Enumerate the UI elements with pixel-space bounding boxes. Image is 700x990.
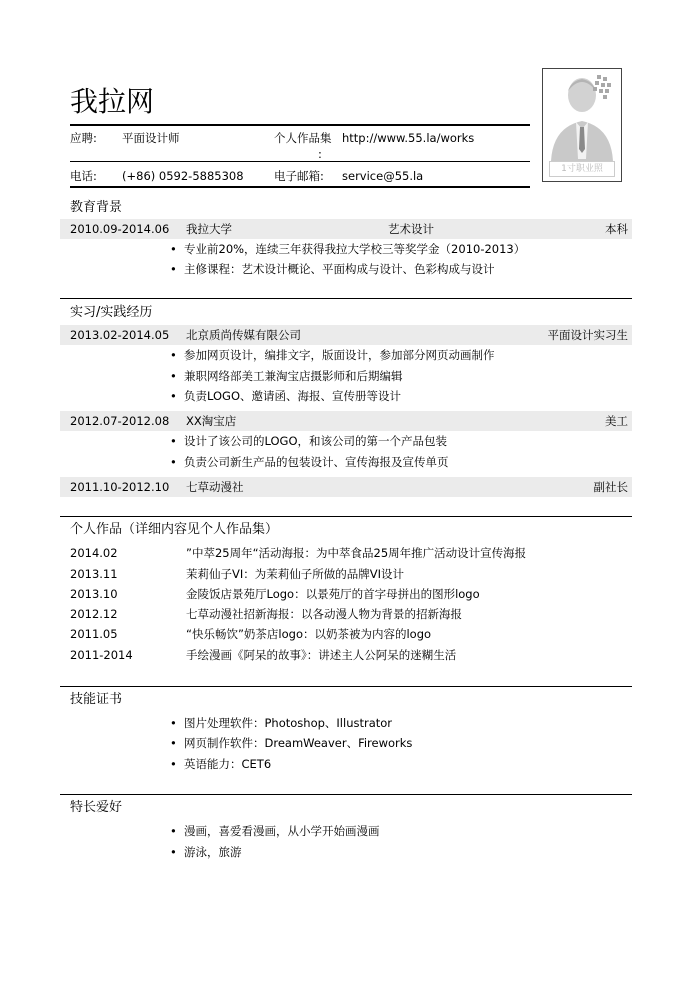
header-rule-mid [70, 161, 530, 162]
work-date: 2011-2014 [70, 648, 133, 662]
photo-caption: 1寸职业照 [549, 161, 615, 177]
works-title: 个人作品（详细内容见个人作品集） [70, 522, 279, 537]
hobbies-title: 特长爱好 [70, 800, 123, 815]
experience-date: 2011.10-2012.10 [70, 480, 170, 494]
header-rule-top [70, 124, 530, 126]
list-item: • 设计了该公司的LOGO，和该公司的第一个产品包装 [170, 431, 447, 451]
phone-value: (+86) 0592-5885308 [122, 169, 244, 183]
education-entry [60, 219, 632, 239]
section-divider [60, 794, 632, 795]
education-date: 2010.09-2014.06 [70, 222, 170, 236]
list-item: • 英语能力：CET6 [170, 754, 271, 774]
list-item: • 网页制作软件：DreamWeaver、Fireworks [170, 733, 412, 753]
section-divider [60, 686, 632, 687]
apply-label: 应聘: [70, 131, 97, 145]
experience-org: 七草动漫社 [186, 480, 244, 494]
section-divider [60, 298, 632, 299]
email-label: 电子邮箱: [274, 169, 324, 183]
portfolio-label: 个人作品集 [274, 131, 332, 145]
work-description: 茉莉仙子VI：为茉莉仙子所做的品牌VI设计 [186, 567, 405, 581]
email-link[interactable]: service@55.la [342, 169, 424, 183]
section-divider [60, 516, 632, 517]
list-item: • 主修课程：艺术设计概论、平面构成与设计、色彩构成与设计 [170, 259, 495, 279]
experience-date: 2012.07-2012.08 [70, 414, 170, 428]
list-item: • 游泳，旅游 [170, 842, 242, 862]
experience-role: 美工 [605, 414, 628, 428]
profile-photo [542, 68, 622, 182]
list-item: • 负责LOGO、邀请函、海报、宣传册等设计 [170, 386, 401, 406]
education-school: 我拉大学 [186, 222, 232, 236]
list-item: • 兼职网络部美工兼淘宝店摄影师和后期编辑 [170, 366, 403, 386]
header-rule-bottom [70, 186, 530, 188]
education-major: 艺术设计 [388, 222, 434, 236]
work-description: 金陵饭店景苑厅Logo：以景苑厅的首字母拼出的图形logo [186, 587, 480, 601]
work-date: 2011.05 [70, 627, 118, 641]
education-title: 教育背景 [70, 200, 123, 215]
work-date: 2013.10 [70, 587, 118, 601]
experience-entry [60, 411, 632, 431]
work-date: 2014.02 [70, 546, 118, 560]
experience-org: XX淘宝店 [186, 414, 237, 428]
apply-value: 平面设计师 [122, 131, 180, 145]
experience-org: 北京质尚传媒有限公司 [186, 328, 301, 342]
portfolio-link[interactable]: http://www.55.la/works [342, 131, 475, 145]
list-item: • 负责公司新生产品的包装设计、宣传海报及宣传单页 [170, 452, 449, 472]
experience-title: 实习/实践经历 [70, 305, 153, 320]
experience-entry [60, 477, 632, 497]
education-degree: 本科 [605, 222, 628, 236]
work-description: 七草动漫社招新海报：以各动漫人物为背景的招新海报 [186, 607, 462, 621]
work-description: ”中萃25周年“活动海报：为中萃食品25周年推广活动设计宣传海报 [186, 546, 527, 560]
list-item: • 专业前20%，连续三年获得我拉大学校三等奖学金（2010-2013） [170, 239, 525, 259]
skills-title: 技能证书 [70, 692, 123, 707]
candidate-name: 我拉网 [70, 85, 155, 118]
experience-role: 副社长 [593, 480, 628, 494]
list-item: • 图片处理软件：Photoshop、Illustrator [170, 713, 392, 733]
list-item: • 参加网页设计，编排文字，版面设计，参加部分网页动画制作 [170, 345, 495, 365]
work-date: 2013.11 [70, 567, 118, 581]
work-description: 手绘漫画《阿呆的故事》：讲述主人公阿呆的迷糊生活 [186, 648, 457, 662]
experience-date: 2013.02-2014.05 [70, 328, 170, 342]
list-item: • 漫画，喜爱看漫画，从小学开始画漫画 [170, 821, 380, 841]
work-description: “快乐畅饮”奶茶店logo：以奶茶被为内容的logo [186, 627, 432, 641]
experience-role: 平面设计实习生 [547, 328, 628, 342]
experience-entry [60, 325, 632, 345]
phone-label: 电话: [70, 169, 97, 183]
work-date: 2012.12 [70, 607, 118, 621]
portfolio-colon: : [318, 147, 322, 161]
